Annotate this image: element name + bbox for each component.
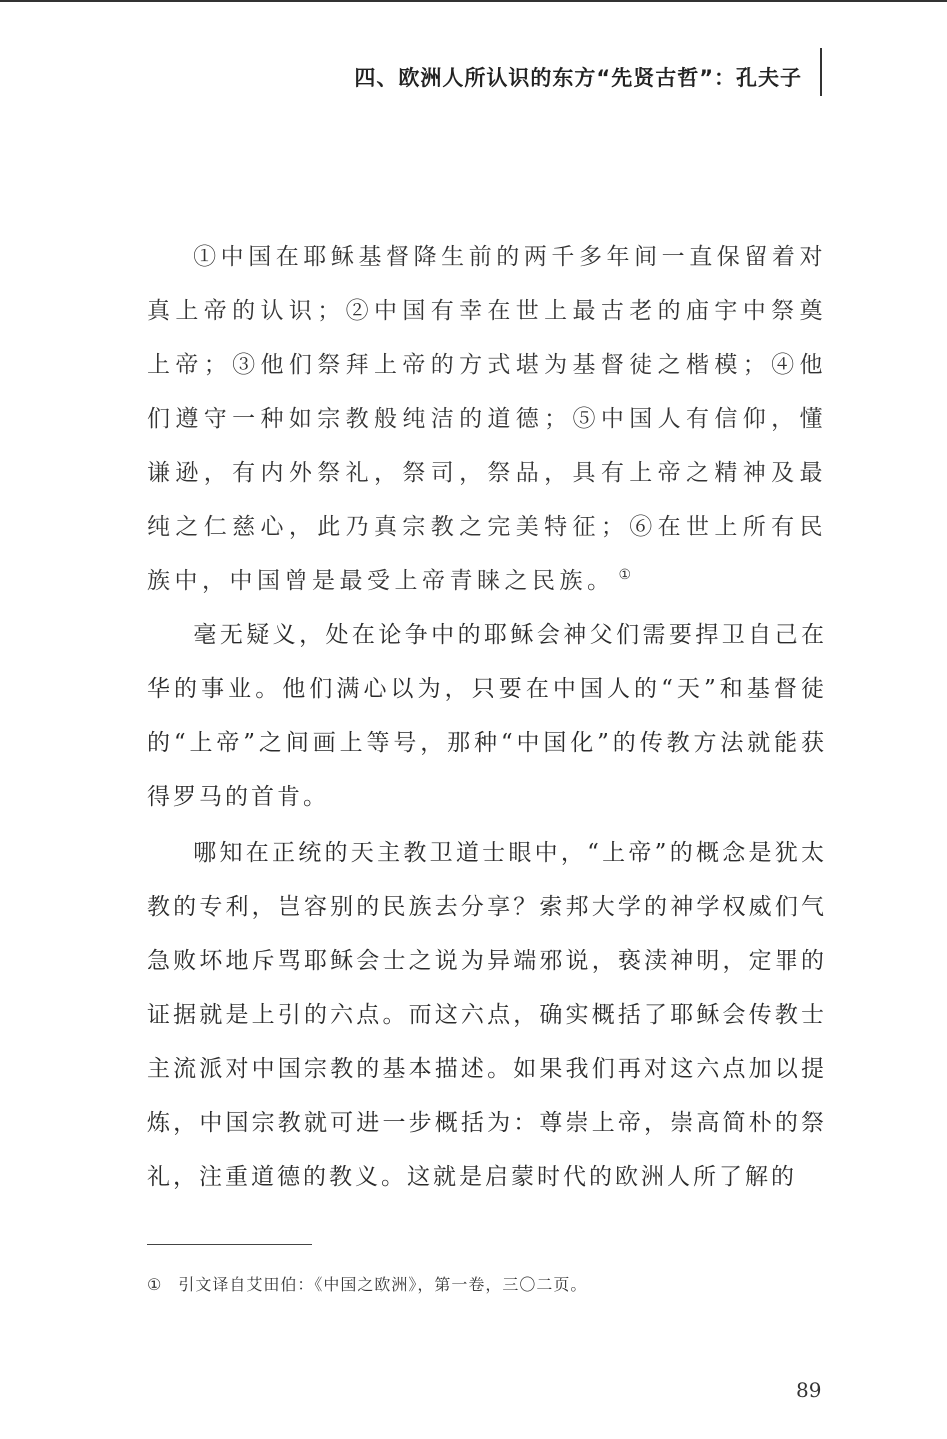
header-vertical-bar — [820, 48, 822, 96]
footnote — [147, 1272, 827, 1295]
running-header-title: 四、欧洲人所认识的东方“先贤古哲”：孔夫子 — [354, 66, 802, 90]
body-paragraph-3 — [147, 826, 827, 1204]
quoted-passage-text: ①中国在耶稣基督降生前的两千多年间一直保留着对真上帝的认识；②中国有幸在世上最古老的庙宇中祭奠上帝；③他们祭拜上帝的方式堪为基督徒之楷模；④他们遵守一种如宗教般纯洁的道德；⑤中国人有信仰，懂谦逊，有内外祭礼，祭司，祭品，具有上帝之精神及最纯之仁慈心，此乃真宗教之完美特征；⑥在世上所有民族中，中国曾是最受上帝青睐之民族。 — [147, 244, 827, 594]
top-border-rule — [0, 0, 947, 2]
page-number: 89 — [796, 1378, 822, 1402]
body-paragraph-3-text: 哪知在正统的天主教卫道士眼中，“上帝”的概念是犹太教的专利，岂容别的民族去分享？索邦大学的神学权威们气急败坏地斥骂耶稣会士之说为异端邪说，亵渎神明，定罪的证据就是上引的六点。而这六点，确实概括了耶稣会传教士主流派对中国宗教的基本描述。如果我们再对这六点加以提炼，中国宗教就可进一步概括为：尊崇上帝，崇高简朴的祭礼，注重道德的教义。这就是启蒙时代的欧洲人所了解的 — [147, 840, 827, 1190]
body-paragraph-2 — [147, 608, 827, 824]
body-paragraph-2-text: 毫无疑义，处在论争中的耶稣会神父们需要捍卫自己在华的事业。他们满心以为，只要在中国人的“天”和基督徒的“上帝”之间画上等号，那种“中国化”的传教方法就能获得罗马的首肯。 — [147, 622, 827, 810]
quoted-passage — [147, 230, 827, 608]
footnote-text: 引文译自艾田伯：《中国之欧洲》，第一卷，三〇二页。 — [178, 1275, 588, 1294]
footnote-separator — [147, 1244, 312, 1245]
footnote-mark: ① — [147, 1275, 163, 1294]
footnote-reference-mark[interactable]: ① — [618, 567, 632, 584]
